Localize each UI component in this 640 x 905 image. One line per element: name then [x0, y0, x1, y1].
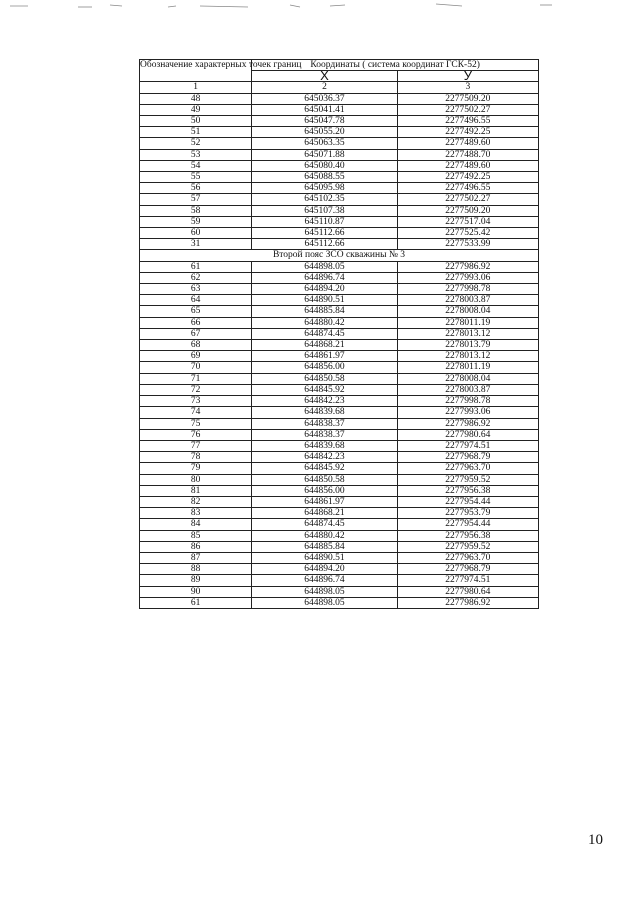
point-number: 78 [140, 452, 252, 463]
y-coordinate: 2277953.79 [397, 508, 538, 519]
table-row [140, 597, 539, 608]
table-row [140, 373, 539, 384]
point-number: 57 [140, 194, 252, 205]
point-number: 65 [140, 306, 252, 317]
x-coordinate: 644898.05 [252, 597, 397, 608]
point-number: 61 [140, 597, 252, 608]
table-row [140, 485, 539, 496]
scan-noise-marks [0, 0, 640, 20]
y-coordinate: 2277968.79 [397, 564, 538, 575]
point-number: 72 [140, 384, 252, 395]
section-row [140, 250, 539, 261]
x-coordinate: 644890.51 [252, 295, 397, 306]
table-row [140, 541, 539, 552]
x-coordinate: 645047.78 [252, 116, 397, 127]
y-coordinate: 2277959.52 [397, 541, 538, 552]
x-coordinate: 644880.42 [252, 530, 397, 541]
table-row [140, 127, 539, 138]
x-coordinate: 644880.42 [252, 317, 397, 328]
y-coordinate: 2278011.19 [397, 317, 538, 328]
table-row [140, 474, 539, 485]
y-coordinate: 2277959.52 [397, 474, 538, 485]
point-number: 73 [140, 396, 252, 407]
table-row [140, 284, 539, 295]
table-row [140, 328, 539, 339]
x-coordinate: 644861.97 [252, 496, 397, 507]
y-coordinate: 2277496.55 [397, 116, 538, 127]
point-number: 60 [140, 228, 252, 239]
coordinates-group-header: Координаты ( система координат ГСК-52) [252, 60, 539, 71]
point-number: 61 [140, 261, 252, 272]
y-coordinate: 2277974.51 [397, 575, 538, 586]
table-row [140, 440, 539, 451]
y-coordinate: 2277525.42 [397, 228, 538, 239]
table-row [140, 340, 539, 351]
y-coordinate: 2277954.44 [397, 496, 538, 507]
y-coordinate: 2278008.04 [397, 373, 538, 384]
y-coordinate: 2277502.27 [397, 194, 538, 205]
table-row [140, 104, 539, 115]
table-row [140, 463, 539, 474]
x-coordinate: 644894.20 [252, 564, 397, 575]
table-row [140, 396, 539, 407]
x-coordinate: 645112.66 [252, 228, 397, 239]
points-column-header: Обозначение характерных точек границ [140, 60, 252, 82]
y-coordinate: 2277993.06 [397, 407, 538, 418]
table-row [140, 183, 539, 194]
table-row [140, 228, 539, 239]
x-coordinate: 644838.37 [252, 429, 397, 440]
point-number: 31 [140, 239, 252, 250]
y-coordinate: 2277517.04 [397, 216, 538, 227]
point-number: 48 [140, 93, 252, 104]
table-row [140, 530, 539, 541]
y-coordinate: 2277489.60 [397, 160, 538, 171]
x-coordinate: 645055.20 [252, 127, 397, 138]
x-coordinate: 644874.45 [252, 519, 397, 530]
point-number: 68 [140, 340, 252, 351]
point-number: 80 [140, 474, 252, 485]
point-number: 87 [140, 552, 252, 563]
y-coordinate: 2277963.70 [397, 552, 538, 563]
y-coordinate: 2278013.79 [397, 340, 538, 351]
y-coordinate: 2277998.78 [397, 284, 538, 295]
y-coordinate: 2277968.79 [397, 452, 538, 463]
y-coordinate: 2277509.20 [397, 93, 538, 104]
x-coordinate: 644898.05 [252, 261, 397, 272]
table-row [140, 362, 539, 373]
y-coordinate: 2277980.64 [397, 429, 538, 440]
point-number: 85 [140, 530, 252, 541]
x-coordinate: 644896.74 [252, 272, 397, 283]
x-coordinate: 644845.92 [252, 384, 397, 395]
x-coordinate: 644868.21 [252, 508, 397, 519]
table-row [140, 239, 539, 250]
table-row [140, 160, 539, 171]
table-row [140, 384, 539, 395]
point-number: 50 [140, 116, 252, 127]
table-row [140, 272, 539, 283]
y-coordinate: 2277986.92 [397, 418, 538, 429]
y-coordinate: 2278003.87 [397, 295, 538, 306]
point-number: 74 [140, 407, 252, 418]
point-number: 75 [140, 418, 252, 429]
x-coordinate: 645080.40 [252, 160, 397, 171]
y-coordinate: 2277533.99 [397, 239, 538, 250]
y-coordinate: 2277956.38 [397, 530, 538, 541]
x-coordinate: 645071.88 [252, 149, 397, 160]
table-row [140, 407, 539, 418]
point-number: 49 [140, 104, 252, 115]
x-column-header: X [252, 71, 397, 82]
x-coordinate: 645063.35 [252, 138, 397, 149]
y-coordinate: 2278008.04 [397, 306, 538, 317]
y-coordinate: 2277986.92 [397, 261, 538, 272]
table-row [140, 261, 539, 272]
point-number: 82 [140, 496, 252, 507]
x-coordinate: 645107.38 [252, 205, 397, 216]
x-coordinate: 644885.84 [252, 541, 397, 552]
point-number: 52 [140, 138, 252, 149]
point-number: 88 [140, 564, 252, 575]
x-coordinate: 644868.21 [252, 340, 397, 351]
x-coordinate: 645110.87 [252, 216, 397, 227]
point-number: 64 [140, 295, 252, 306]
point-number: 69 [140, 351, 252, 362]
point-number: 84 [140, 519, 252, 530]
x-coordinate: 645036.37 [252, 93, 397, 104]
y-coordinate: 2278013.12 [397, 328, 538, 339]
column-number-1: 1 [140, 82, 252, 93]
table-row [140, 575, 539, 586]
x-coordinate: 645102.35 [252, 194, 397, 205]
table-row [140, 216, 539, 227]
y-coordinate: 2278003.87 [397, 384, 538, 395]
y-coordinate: 2278011.19 [397, 362, 538, 373]
point-number: 62 [140, 272, 252, 283]
x-coordinate: 644839.68 [252, 407, 397, 418]
table-section [140, 250, 539, 261]
x-coordinate: 644850.58 [252, 474, 397, 485]
point-number: 55 [140, 172, 252, 183]
table-row [140, 138, 539, 149]
point-number: 58 [140, 205, 252, 216]
point-number: 76 [140, 429, 252, 440]
x-coordinate: 644839.68 [252, 440, 397, 451]
point-number: 71 [140, 373, 252, 384]
y-coordinate: 2278013.12 [397, 351, 538, 362]
table-row [140, 496, 539, 507]
table-body-first-zone [140, 93, 539, 250]
x-coordinate: 644856.00 [252, 485, 397, 496]
table-row [140, 149, 539, 160]
point-number: 59 [140, 216, 252, 227]
y-coordinate: 2277998.78 [397, 396, 538, 407]
x-coordinate: 645041.41 [252, 104, 397, 115]
point-number: 81 [140, 485, 252, 496]
table-body-second-zone [140, 261, 539, 608]
point-number: 66 [140, 317, 252, 328]
x-coordinate: 644894.20 [252, 284, 397, 295]
table-row [140, 205, 539, 216]
y-coordinate: 2277492.25 [397, 127, 538, 138]
point-number: 79 [140, 463, 252, 474]
table-row [140, 93, 539, 104]
table-row [140, 586, 539, 597]
point-number: 54 [140, 160, 252, 171]
y-coordinate: 2277502.27 [397, 104, 538, 115]
x-coordinate: 644898.05 [252, 586, 397, 597]
point-number: 56 [140, 183, 252, 194]
x-coordinate: 644861.97 [252, 351, 397, 362]
y-coordinate: 2277509.20 [397, 205, 538, 216]
y-coordinate: 2277963.70 [397, 463, 538, 474]
table-row [140, 194, 539, 205]
table-row [140, 552, 539, 563]
x-coordinate: 644885.84 [252, 306, 397, 317]
point-number: 70 [140, 362, 252, 373]
y-coordinate: 2277496.55 [397, 183, 538, 194]
x-coordinate: 645112.66 [252, 239, 397, 250]
point-number: 53 [140, 149, 252, 160]
point-number: 83 [140, 508, 252, 519]
x-coordinate: 644890.51 [252, 552, 397, 563]
y-coordinate: 2277974.51 [397, 440, 538, 451]
point-number: 63 [140, 284, 252, 295]
x-coordinate: 644845.92 [252, 463, 397, 474]
point-number: 51 [140, 127, 252, 138]
y-coordinate: 2277488.70 [397, 149, 538, 160]
coordinates-table [139, 59, 539, 609]
table-row [140, 508, 539, 519]
x-coordinate: 644842.23 [252, 452, 397, 463]
column-number-2: 2 [252, 82, 397, 93]
table-row [140, 351, 539, 362]
table-row [140, 317, 539, 328]
x-coordinate: 644842.23 [252, 396, 397, 407]
x-coordinate: 645095.98 [252, 183, 397, 194]
y-coordinate: 2277492.25 [397, 172, 538, 183]
x-coordinate: 644856.00 [252, 362, 397, 373]
point-number: 77 [140, 440, 252, 451]
table-row [140, 306, 539, 317]
y-column-header: У [397, 71, 538, 82]
table-row [140, 172, 539, 183]
x-coordinate: 644896.74 [252, 575, 397, 586]
point-number: 89 [140, 575, 252, 586]
x-coordinate: 644838.37 [252, 418, 397, 429]
y-coordinate: 2277993.06 [397, 272, 538, 283]
point-number: 67 [140, 328, 252, 339]
y-coordinate: 2277980.64 [397, 586, 538, 597]
x-coordinate: 644850.58 [252, 373, 397, 384]
section-label: Второй пояс ЗСО скважины № 3 [140, 250, 539, 261]
point-number: 86 [140, 541, 252, 552]
y-coordinate: 2277956.38 [397, 485, 538, 496]
point-number: 90 [140, 586, 252, 597]
table-row [140, 418, 539, 429]
x-coordinate: 644874.45 [252, 328, 397, 339]
y-coordinate: 2277954.44 [397, 519, 538, 530]
table-row [140, 564, 539, 575]
table-row [140, 116, 539, 127]
table-row [140, 429, 539, 440]
table-row [140, 452, 539, 463]
y-coordinate: 2277489.60 [397, 138, 538, 149]
table-row [140, 519, 539, 530]
page-number: 10 [588, 832, 603, 848]
y-coordinate: 2277986.92 [397, 597, 538, 608]
column-number-3: 3 [397, 82, 538, 93]
x-coordinate: 645088.55 [252, 172, 397, 183]
table-row [140, 295, 539, 306]
